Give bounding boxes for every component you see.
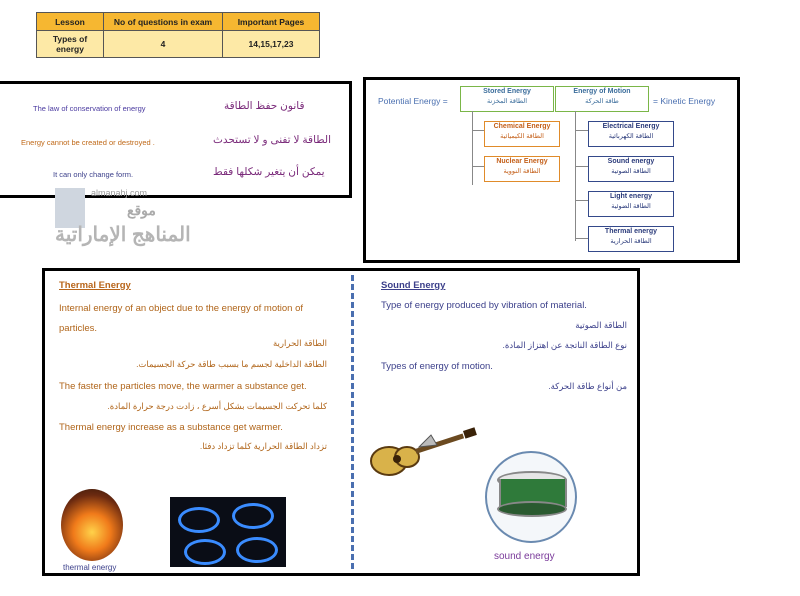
law-en: The law of conservation of energy [33,104,146,113]
kinetic-label: = Kinetic Energy [653,96,716,106]
gas-stove-image [170,497,286,567]
sound-title-ar: الطاقة الصوتية [575,320,627,330]
thermal-energy-node: Thermal energy الطاقة الحرارية [588,226,674,252]
thermal-definition: Internal energy of an object due to the energy of motion of particles. [59,303,303,334]
thermal-increase: Thermal energy increase as a substance get warmer. [59,422,283,433]
cell-pages: 14,15,17,23 [223,31,320,58]
stored-energy-node: Stored Energy الطاقة المخزنة [460,86,554,112]
thermal-definition-ar: الطاقة الداخلية لجسم ما بسبب طاقة حركة الجسيمات. [136,359,327,369]
fire-image [61,489,123,561]
section-divider [351,275,354,569]
drum-image [485,451,577,543]
header-questions: No of questions in exam [104,13,223,31]
change-ar: يمكن أن يتغير شكلها فقط [213,166,325,178]
thermal-increase-ar: تزداد الطاقة الحرارية كلما تزداد دفئا. [199,441,327,451]
cell-questions: 4 [104,31,223,58]
light-energy-node: Light energy الطاقة الضوئية [588,191,674,217]
cell-lesson: Types of energy [37,31,104,58]
thermal-title: Thermal Energy [59,280,131,291]
sound-caption: sound energy [494,551,555,562]
guitar-image [367,427,479,483]
thermal-faster: The faster the particles move, the warmer a substance get. [59,381,307,392]
sound-definition: Type of energy produced by vibration of material. [381,300,587,311]
chemical-energy-node: Chemical Energy الطاقة الكيميائية [484,121,560,147]
stored-connector [472,111,473,185]
sound-branch [575,166,589,167]
watermark-line2: المناهج الإماراتية [55,224,191,246]
thermal-branch [575,238,589,239]
watermark-site: almanahj.com [91,188,148,198]
thermal-faster-ar: كلما تحركت الجسيمات بشكل أسرع ، زادت درجة حرارة المادة. [107,401,327,411]
sound-types-ar: من أنواع طاقة الحركة. [548,381,627,391]
potential-label: Potential Energy = [378,96,448,106]
header-lesson: Lesson [37,13,104,31]
thermal-title-ar: الطاقة الحرارية [272,338,327,348]
energy-details-box [42,268,640,576]
energy-diagram [363,77,740,263]
light-branch [575,200,589,201]
electrical-energy-node: Electrical Energy الطاقة الكهربائية [588,121,674,147]
watermark-line1: موقع [127,202,156,218]
law-ar: قانون حفظ الطاقة [224,100,305,112]
sound-energy-node: Sound energy الطاقة الصوتية [588,156,674,182]
sound-title: Sound Energy [381,280,446,291]
lesson-table [36,12,320,58]
change-en: It can only change form. [53,170,134,179]
header-pages: Important Pages [223,13,320,31]
cannot-ar: الطاقة لا تفنى و لا تستحدث [213,134,331,146]
cannot-en: Energy cannot be created or destroyed . [21,138,155,147]
sound-definition-ar: نوع الطاقة الناتجة عن اهتزاز المادة. [502,340,627,350]
sound-types: Types of energy of motion. [381,361,493,372]
thermal-caption: thermal energy [63,563,117,572]
motion-energy-node: Energy of Motion طاقة الحركة [555,86,649,112]
electrical-branch [575,130,589,131]
nuclear-energy-node: Nuclear Energy الطاقة النووية [484,156,560,182]
conservation-box [0,81,352,198]
